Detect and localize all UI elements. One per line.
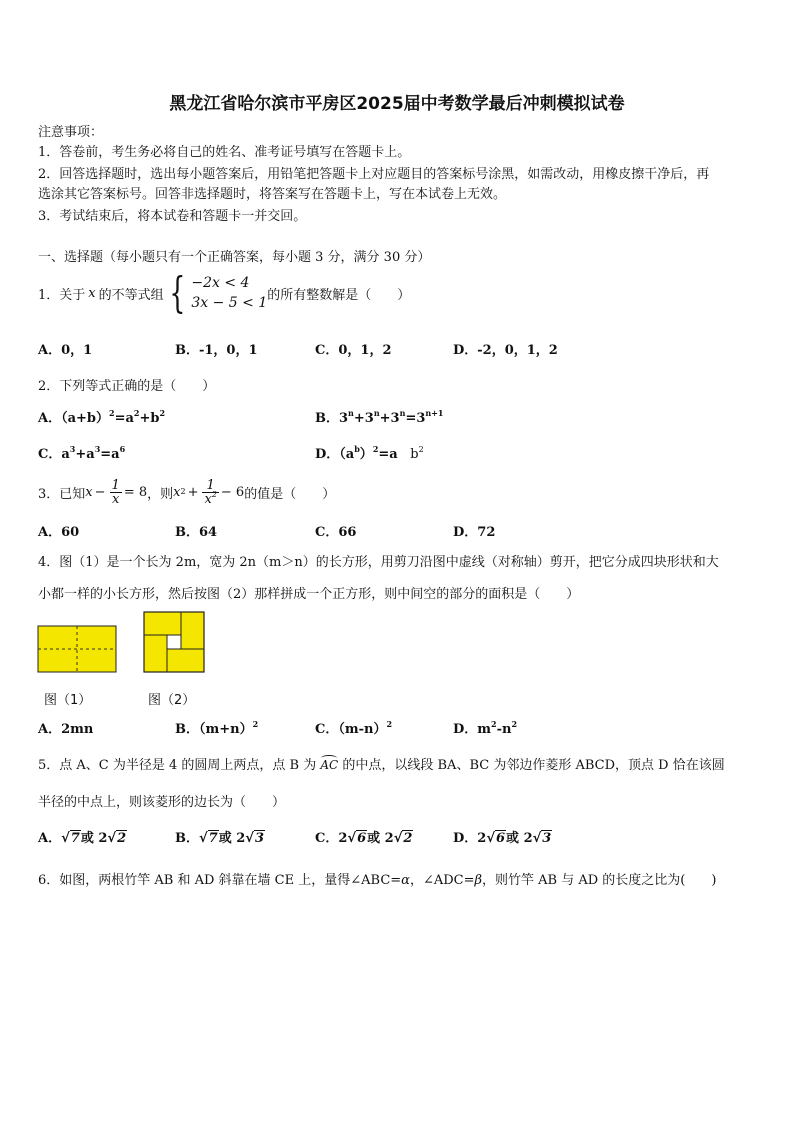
radical-icon: √ — [199, 831, 208, 846]
q2-option-d[interactable] — [315, 443, 424, 462]
q5-arc-label: AC — [320, 758, 339, 772]
exp: 2 — [109, 408, 115, 418]
q2b-text: +3 — [379, 411, 400, 426]
q2d-text: ） — [359, 447, 373, 462]
q3-option-b[interactable]: B．64 — [175, 525, 218, 540]
exp: 3 — [69, 444, 76, 454]
q5b-text: 或 2 — [218, 831, 246, 846]
numerator: 1 — [202, 479, 218, 493]
q2-option-c[interactable] — [38, 443, 125, 462]
arc-ac — [320, 758, 338, 772]
radical-icon: √ — [245, 831, 254, 846]
page-title: 黑龙江省哈尔滨市平房区2025届中考数学最后冲刺模拟试卷 — [169, 94, 625, 114]
question-2: 2．下列等式正确的是（ ） — [38, 379, 216, 394]
q3-prefix: 3．已知 — [38, 486, 86, 502]
numerator: 1 — [111, 477, 120, 493]
q5-option-d[interactable] — [453, 827, 552, 846]
radicand: 3 — [254, 831, 265, 846]
q2c-text: =a — [100, 447, 120, 462]
q2b-text: +3 — [353, 411, 374, 426]
q5-option-a[interactable] — [38, 827, 127, 846]
q2b-text: =3 — [405, 411, 426, 426]
radicand: 3 — [542, 831, 552, 846]
q1-option-a[interactable]: A．0，1 — [38, 343, 93, 358]
exp: 2 — [133, 408, 140, 418]
fraction — [202, 479, 218, 506]
q6-beta: β — [474, 873, 483, 888]
exp: 2 — [252, 719, 259, 729]
radicand: 7 — [70, 831, 80, 846]
q1-var: x — [88, 285, 96, 301]
q2-option-b[interactable] — [315, 407, 443, 426]
q5d-text: 或 2 — [506, 831, 533, 846]
q5c-text: 或 2 — [367, 831, 394, 846]
q2d-base: b — [410, 447, 419, 462]
question-1 — [38, 270, 410, 316]
q5-text: 5．点 A、C 为半径是 4 的圆周上两点，点 B 为 — [38, 758, 317, 773]
q5-text: 的中点，以线段 BA、BC 为邻边作菱形 ABCD，顶点 D 恰在该圆 — [342, 758, 725, 773]
figure-2-caption: 图（2） — [148, 693, 196, 708]
q2d-text — [410, 447, 423, 462]
exp: n+1 — [425, 408, 444, 418]
denominator — [202, 489, 218, 507]
q3-then: ，则 — [147, 486, 174, 502]
q4-option-a[interactable]: A．2mn — [38, 722, 94, 737]
q4d-text: -n — [496, 722, 512, 737]
q2a-text: =a — [114, 411, 134, 426]
exp: 2 — [211, 489, 217, 499]
exp: n — [348, 408, 354, 418]
q3-minus: − — [94, 484, 106, 500]
sqrt — [245, 831, 265, 846]
q3-option-c[interactable]: C．66 — [315, 525, 357, 540]
q6-text: ，则竹竿 AB 与 AD 的长度之比为( ) — [482, 873, 717, 888]
arc-icon — [321, 755, 337, 761]
exp: 2 — [511, 719, 518, 729]
exp: n — [373, 408, 380, 418]
q4-option-b[interactable] — [175, 718, 258, 737]
notice-item: 3．考试结束后，将本试卷和答题卡一并交回。 — [38, 209, 307, 224]
q2-option-a[interactable] — [38, 407, 165, 426]
sqrt — [107, 831, 127, 846]
sqrt — [347, 831, 367, 846]
radical-icon: √ — [393, 831, 403, 846]
notice-item: 选涂其它答案标号。回答非选择题时，将答案写在答题卡上，写在本试卷上无效。 — [38, 187, 507, 202]
q2c-text: +a — [75, 447, 95, 462]
exp: 2 — [372, 444, 379, 454]
denominator: x — [112, 491, 120, 507]
q2c-text: C．a — [38, 447, 70, 462]
q5c-text: C．2 — [315, 831, 348, 846]
q5-option-c[interactable] — [315, 827, 413, 846]
sqrt — [394, 831, 414, 846]
q3-option-a[interactable]: A．60 — [38, 525, 80, 540]
q3-plus: + — [187, 484, 199, 500]
exp: 2 — [159, 408, 166, 418]
q3-x: x — [85, 484, 93, 500]
q4-option-d[interactable] — [453, 718, 517, 737]
question-4-line1: 4．图（1）是一个长为 2m，宽为 2n（m＞n）的长方形，用剪刀沿图中虚线（对称轴）剪开，把它分成四块形状和大 — [38, 555, 719, 570]
radicand: 2 — [403, 831, 413, 846]
figure-1-caption: 图（1） — [44, 693, 92, 708]
brace-icon: { — [168, 268, 186, 317]
notice-item: 1．答卷前，考生务必将自己的姓名、准考证号填写在答题卡上。 — [38, 145, 411, 160]
exp: 2 — [491, 719, 497, 729]
inequality-system — [191, 273, 267, 313]
question-3: 3．已知 x − $\frac{1}{x}$ = 8 ，则 x 2 + $\frac{1}{x^2}$ − 6 的值是（ ） — [38, 477, 336, 507]
q2d-text: =a — [378, 447, 398, 462]
q6-text: 6．如图，两根竹竿 AB 和 AD 斜靠在墙 CE 上，量得∠ABC= — [38, 873, 402, 888]
section-heading: 一、选择题（每小题只有一个正确答案，每小题 3 分，满分 30 分） — [38, 250, 431, 265]
radical-icon: √ — [107, 831, 117, 846]
exp: 3 — [94, 444, 101, 454]
exp: 2 — [386, 719, 393, 729]
notice-item: 2．回答选择题时，选出每小题答案后，用铅笔把答题卡上对应题目的答案标号涂黑，如需改动，用橡皮擦干净后，再 — [38, 167, 710, 182]
q4b-text: B．（m+n） — [175, 722, 253, 737]
q4-option-c[interactable] — [315, 718, 392, 737]
q4c-text: C．（m-n） — [315, 722, 387, 737]
sqrt — [533, 831, 553, 846]
q5a-text: A． — [38, 831, 62, 846]
inequality-1: −2x < 4 — [191, 275, 250, 291]
q5a-text: 或 2 — [80, 831, 108, 846]
q1-prefix: 1．关于 — [38, 287, 86, 303]
radical-icon: √ — [61, 831, 70, 846]
exp: 2 — [418, 445, 424, 454]
radicand: 2 — [117, 831, 127, 846]
q5d-text: D．2 — [453, 831, 487, 846]
radical-icon: √ — [532, 831, 542, 846]
radicand: 6 — [496, 831, 506, 846]
q1-suffix: 的所有整数解是（ ） — [267, 287, 411, 303]
q3-eq: = 8 — [123, 484, 148, 500]
q1-option-c[interactable]: C．0，1，2 — [315, 343, 392, 358]
radicand: 6 — [357, 831, 367, 846]
q4d-text: D．m — [453, 722, 492, 737]
sqrt — [199, 831, 219, 846]
exp: b — [354, 444, 360, 454]
q2a-text: +b — [139, 411, 160, 426]
sqrt — [486, 831, 506, 846]
q2d-text: D．（a — [315, 447, 355, 462]
q3-minus6: − 6 — [220, 484, 245, 500]
question-6 — [38, 869, 716, 888]
exp: 6 — [119, 444, 126, 454]
radical-icon: √ — [347, 831, 357, 846]
exp: n — [399, 408, 406, 418]
question-5-line1 — [38, 754, 725, 773]
notice-heading: 注意事项： — [38, 125, 104, 140]
figure-2-square — [143, 611, 205, 673]
q1-option-b[interactable]: B．-1，0，1 — [175, 343, 258, 358]
question-4-line2: 小都一样的小长方形，然后按图（2）那样拼成一个正方形，则中间空的部分的面积是（ ） — [38, 587, 580, 602]
q5-option-b[interactable] — [175, 827, 265, 846]
q3-x2: x — [173, 484, 181, 500]
sqrt — [61, 831, 81, 846]
radical-icon: √ — [486, 831, 495, 846]
inequality-2: 3x − 5 < 1 — [191, 295, 268, 311]
fraction — [110, 479, 122, 506]
q6-text: ，∠ADC= — [409, 873, 475, 888]
radicand: 7 — [208, 831, 218, 846]
q3-option-d[interactable]: D．72 — [453, 525, 496, 540]
q3-x2b: x — [204, 491, 212, 507]
q6-alpha: α — [401, 873, 410, 888]
q2a-text: A．（a+b） — [38, 411, 109, 426]
q2b-text: B．3 — [315, 411, 349, 426]
q1-option-d[interactable]: D．-2，0，1，2 — [453, 343, 558, 358]
figure-1-rectangle — [37, 625, 117, 673]
q1-mid: 的不等式组 — [98, 287, 164, 303]
question-5-line2: 半径的中点上，则该菱形的边长为（ ） — [38, 795, 286, 810]
q3-suffix: 的值是（ ） — [244, 486, 336, 502]
q5b-text: B． — [175, 831, 199, 846]
